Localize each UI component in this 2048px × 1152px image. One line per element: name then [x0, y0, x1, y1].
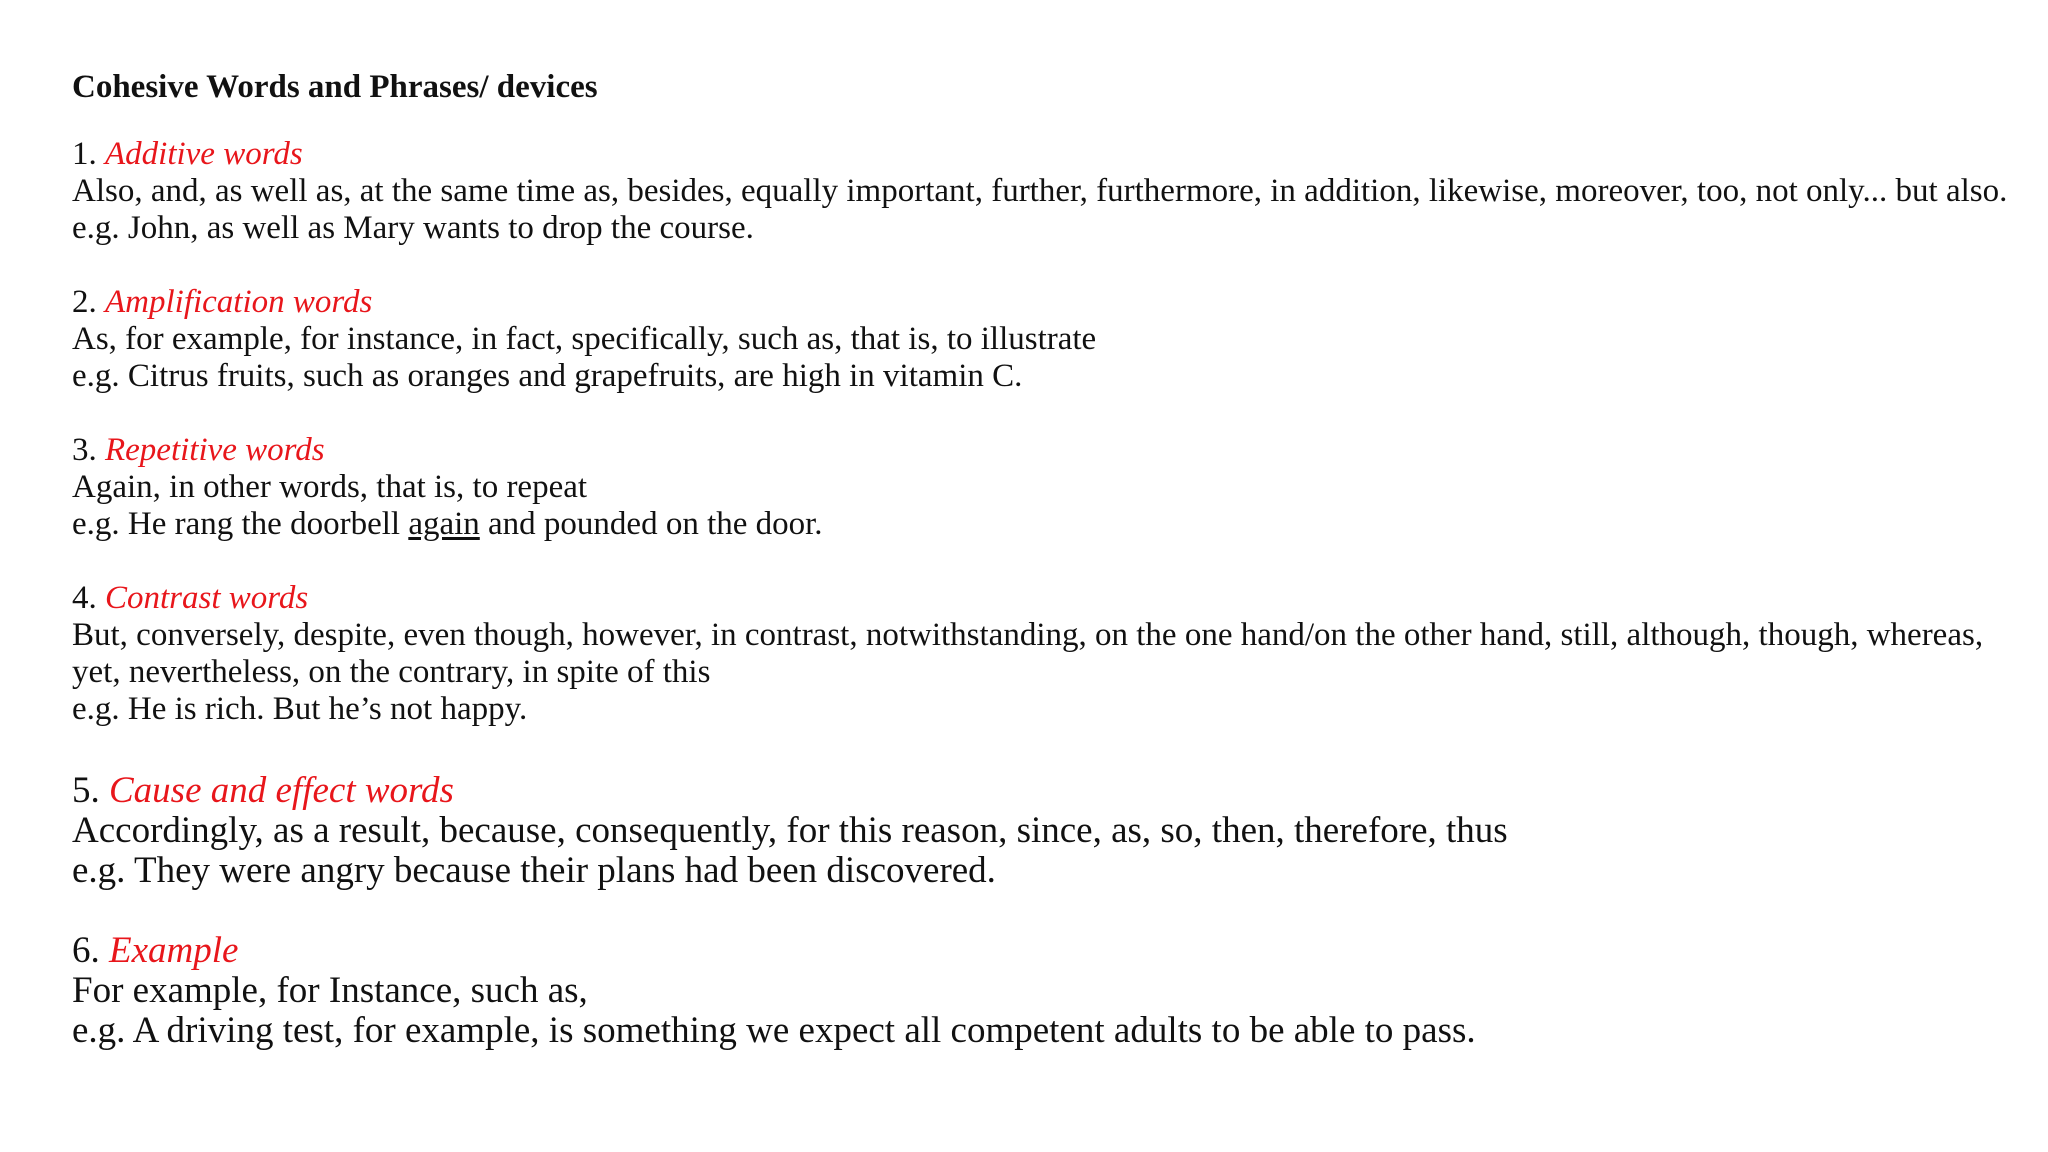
section-repetitive — [72, 432, 2032, 543]
section-number: 4. — [72, 580, 97, 616]
example-text-before: e.g. He rang the doorbell — [72, 506, 409, 542]
section-label: Contrast words — [105, 580, 309, 616]
document-page — [72, 62, 2032, 1051]
example-sentence: e.g. John, as well as Mary wants to drop the course. — [72, 210, 754, 246]
section-amplification — [72, 284, 2032, 395]
word-list: Accordingly, as a result, because, consequently, for this reason, since, as, so, then, therefore, thus — [72, 810, 1508, 851]
word-list: As, for example, for instance, in fact, specifically, such as, that is, to illustrate — [72, 321, 1097, 357]
example-text-after: and pounded on the door. — [479, 506, 823, 542]
example-sentence: e.g. They were angry because their plans had been discovered. — [72, 850, 996, 891]
word-list: But, conversely, despite, even though, however, in contrast, notwithstanding, on the one hand/on the other hand, still, although, though, whereas, yet, nevertheless, on the contrary, in spite of this — [72, 617, 1984, 690]
word-list: For example, for Instance, such as, — [72, 970, 588, 1011]
section-label: Example — [109, 930, 239, 971]
example-sentence: e.g. Citrus fruits, such as oranges and grapefruits, are high in vitamin C. — [72, 358, 1023, 394]
word-list: Again, in other words, that is, to repeat — [72, 469, 588, 505]
example-sentence: e.g. He is rich. But he’s not happy. — [72, 691, 528, 727]
section-heading — [72, 580, 2032, 617]
section-cause-effect — [72, 771, 2032, 891]
underlined-word: again — [408, 506, 480, 542]
section-number: 1. — [72, 136, 97, 172]
section-label: Amplification words — [105, 284, 373, 320]
word-list: Also, and, as well as, at the same time as, besides, equally important, further, furthermore, in addition, likewise, moreover, too, not only... but also. — [72, 173, 2008, 209]
section-heading — [72, 931, 2032, 971]
section-heading — [72, 136, 2032, 173]
section-contrast — [72, 580, 2032, 728]
section-number: 2. — [72, 284, 97, 320]
section-heading — [72, 432, 2032, 469]
example-sentence: e.g. A driving test, for example, is something we expect all competent adults to be able to pass. — [72, 1010, 1476, 1051]
section-heading — [72, 284, 2032, 321]
section-number: 6. — [72, 930, 100, 971]
section-number: 3. — [72, 432, 97, 468]
section-label: Cause and effect words — [109, 770, 454, 811]
section-heading — [72, 771, 2032, 811]
example-sentence — [72, 506, 2032, 543]
section-label: Additive words — [105, 136, 303, 172]
section-additive — [72, 136, 2032, 247]
section-number: 5. — [72, 770, 100, 811]
document-title: Cohesive Words and Phrases/ devices — [72, 69, 598, 105]
section-example — [72, 931, 2032, 1051]
section-label: Repetitive words — [105, 432, 325, 468]
